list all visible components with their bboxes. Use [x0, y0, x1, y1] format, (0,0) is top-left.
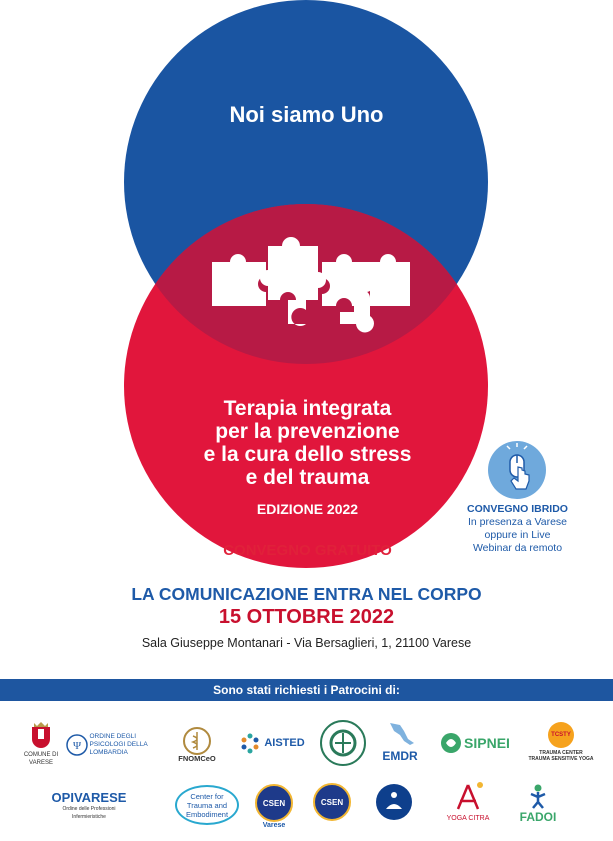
logo-badge: CSEN: [313, 783, 351, 821]
logo-subtext: Ordine delle Professioni Infermieristiche: [62, 805, 116, 820]
emdr-logo: [372, 716, 428, 768]
csen-varese-logo: [254, 782, 294, 832]
event-venue: Sala Giuseppe Montanari - Via Bersaglieri, 1, 21100 Varese: [141, 636, 472, 650]
logo-badge: TCSTY: [548, 722, 574, 748]
svg-text:Ψ: Ψ: [72, 740, 81, 752]
insubria-logo: [318, 718, 368, 768]
free-event-label: CONVEGNO GRATUITO: [223, 542, 392, 559]
comune-varese-logo: [22, 712, 60, 776]
subtitle-line: e la cura dello stress: [203, 443, 412, 466]
mouse-click-icon: [488, 441, 546, 499]
logo-text: COMUNE DI VARESE: [23, 752, 59, 766]
logo-text: OPIVARESE: [51, 789, 127, 805]
caduceus-icon: [183, 727, 211, 755]
logo-text: SIPNEI: [464, 735, 510, 751]
sipnei-logo: [434, 728, 516, 758]
yoga-figure-icon: [450, 781, 486, 815]
sipnei-icon: [440, 732, 462, 754]
logo-text: YOGA CITRA: [446, 815, 490, 822]
dots-icon: [239, 732, 261, 754]
hero-title: Noi siamo Uno: [229, 102, 384, 127]
fnomceo-logo: [172, 716, 222, 774]
italy-map-icon: [382, 721, 418, 749]
hero-subtitle: [160, 397, 455, 489]
event-date: 15 OTTOBRE 2022: [218, 606, 395, 628]
aisted-logo: [232, 728, 312, 758]
logo-subtext: TRAUMA CENTER TRAUMA SENSITIVE YOGA: [528, 750, 594, 762]
coat-of-arms-icon: [30, 721, 52, 751]
fadoi-logo: [514, 778, 562, 830]
subtitle-line: e del trauma: [245, 466, 370, 489]
edition-label: EDIZIONE 2022: [256, 501, 359, 517]
opi-varese-logo: [48, 790, 130, 820]
tcsty-logo: [528, 716, 594, 768]
trauma-embodiment-logo: [172, 780, 242, 830]
logo-badge: CSEN: [255, 784, 293, 822]
psi-icon: [66, 734, 88, 756]
meditation-icon: [375, 783, 413, 821]
logo-text: EMDR: [382, 749, 418, 763]
fadoi-figure-icon: [523, 784, 553, 810]
hybrid-line: oppure in Live: [484, 529, 551, 541]
logo-text: FNOMCeO: [178, 754, 216, 763]
hybrid-line: Webinar da remoto: [472, 542, 563, 554]
logo-text: AISTED: [264, 737, 305, 749]
university-seal-icon: [319, 719, 367, 767]
patronage-banner: Sono stati richiesti i Patrocini di:: [0, 679, 613, 701]
logo-text: ORDINE DEGLI PSICOLOGI DELLA LOMBARDIA: [89, 733, 148, 756]
yoga-blue-logo: [372, 782, 416, 822]
logo-subtext: Varese: [262, 822, 286, 829]
csen-logo: [312, 782, 352, 822]
hybrid-heading: CONVEGNO IBRIDO: [467, 503, 568, 515]
subtitle-line: per la prevenzione: [215, 420, 400, 443]
yoga-citra-logo: [436, 776, 500, 828]
logo-text: FADOI: [519, 810, 557, 824]
subtitle-line: Terapia integrata: [223, 397, 392, 420]
event-headline: LA COMUNICAZIONE ENTRA NEL CORPO: [131, 584, 482, 604]
hybrid-event-info: [450, 503, 585, 555]
logo-text: Center for Trauma and Embodiment: [175, 785, 239, 825]
hybrid-line: In presenza a Varese: [467, 516, 568, 528]
ordine-psicologi-logo: [64, 730, 169, 760]
